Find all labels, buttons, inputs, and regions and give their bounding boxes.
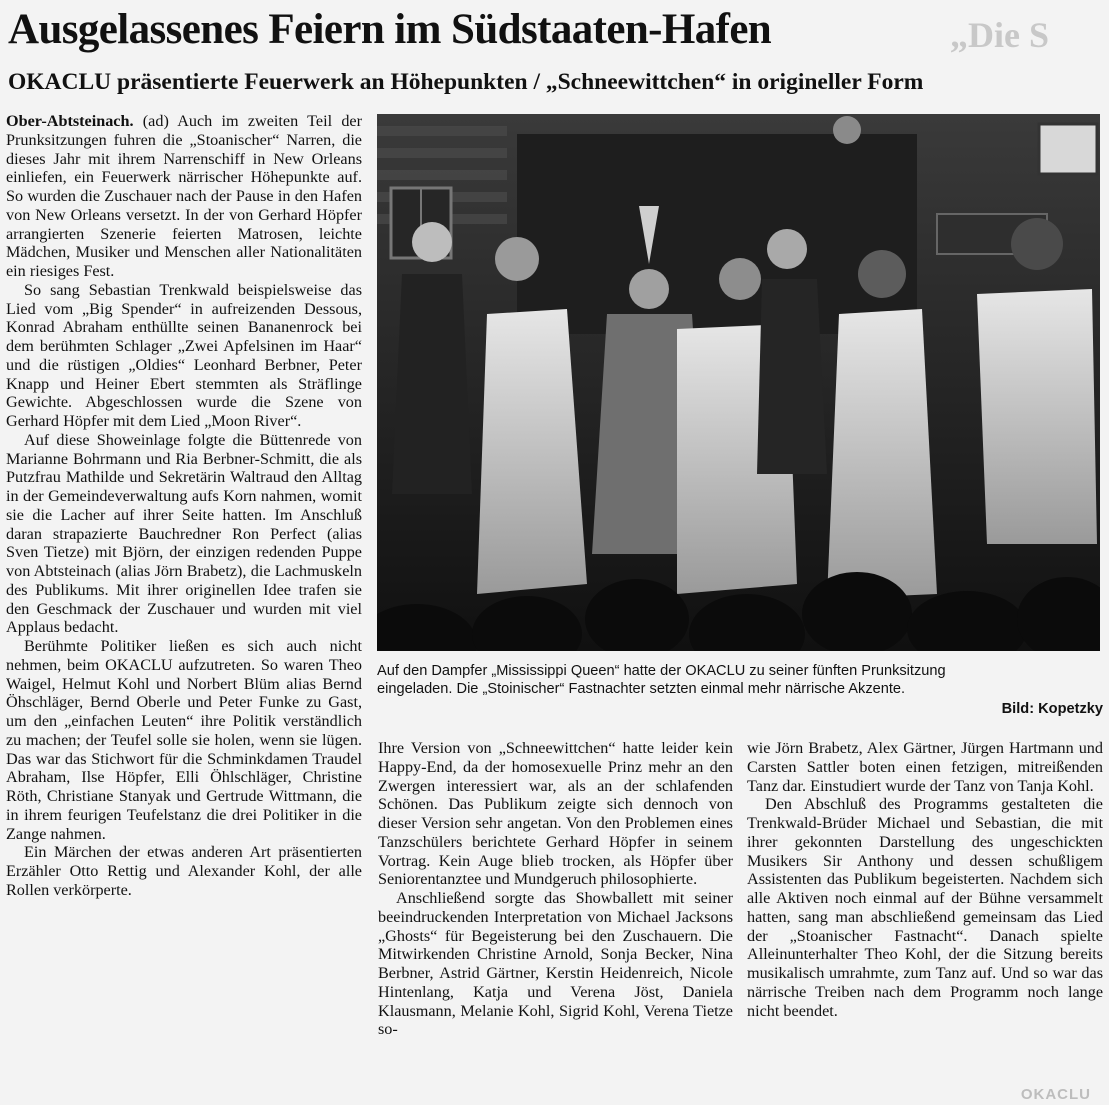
caption-line: Auf den Dampfer „Mississippi Queen“ hatte der OKACLU zu seiner fünften Prunksitzung <box>377 663 946 679</box>
paragraph: So sang Sebastian Trenkwald beispielsweise das Lied vom „Big Spender“ in aufreizenden Dessous, Konrad Abraham enthüllte seinen Bananenrock bei dem berühmten Schlager „Zwei Apfelsinen im Haar“ und die rüstigen „Oldies“ Leonhard Berbner, Peter Knapp und Heiner Ebert stemmten als Sträflinge Gewichte. Abgeschlossen wurde die Szene von Gerhard Höpfer mit dem Lied „Moon River“. <box>6 280 362 430</box>
headline: Ausgelassenes Feiern im Südstaaten-Hafen <box>8 6 772 53</box>
photo-credit: Bild: Kopetzky <box>1001 701 1103 717</box>
paragraph: Auf diese Showeinlage folgte die Büttenrede von Marianne Bohrmann und Ria Berbner-Schmitt, die als Putzfrau Mathilde und Sekretärin Waltraud den Alltag in der Gemeindeverwaltung aufs Korn nahmen, womit sie die Lacher auf ihrer Seite hatten. Im Anschluß daran strapazierte Bauchredner Ron Perfect (alias Sven Tietze) mit Björn, der einzigen redenden Puppe von Abtsteinach (alias Jörn Brabetz), die Lachmuskeln des Publikums. Mit ihrer originellen Idee trafen sie den Geschmack der Zuschauer und wurden mit viel Applaus bedacht. <box>6 430 362 637</box>
paragraph: Anschließend sorgte das Showballett mit seiner beeindruckenden Interpretation von Michael Jacksons „Ghosts“ für Begeisterung bei den Zuschauern. Die Mitwirkenden Christine Arnold, Sonja Becker, Nina Berbner, Astrid Gärtner, Kerstin Heidenreich, Nicole Hintenlang, Katja und Verena Jöst, Daniela Klausmann, Melanie Kohl, Sigrid Kohl, Verena Tietze so- <box>378 889 733 1039</box>
text-column-middle <box>378 739 733 1039</box>
text-column-left <box>6 112 362 900</box>
subheadline: OKACLU präsentierte Feuerwerk an Höhepunkten / „Schneewittchen“ in origineller Form <box>8 69 924 95</box>
stage-photo-illustration <box>377 114 1100 651</box>
paragraph: Ober-Abtsteinach. (ad) Auch im zweiten Teil der Prunksitzungen fuhren die „Stoanischer“ Narren, die dieses Jahr mit ihrem Narrenschiff in New Orleans einliefen, ein Feuerwerk närrischer Höhepunkte auf. So wurden die Zuschauer nach der Pause in den Hafen von New Orleans versetzt. In der von Gerhard Höpfer arrangierten Szenerie feierten Matrosen, leichte Mädchen, Musiker und Menschen aller Nationalitäten ein riesiges Fest. <box>6 112 362 280</box>
photo-caption <box>377 662 1105 698</box>
paragraph: Den Abschluß des Programms gestalteten die Trenkwald-Brüder Michael und Sebastian, die mit ihrer gekonnten Darstellung des ungeschickten Musikers Sir Anthony und dessen schußligem Assistenten das Publikum begeisterten. Nachdem sich alle Aktiven noch einmal auf der Bühne versammelt hatten, sang man abschließend gemeinsam das Lied der „Stoanischer Fastnacht“. Danach spielte Alleinunterhalter Theo Kohl, der die Sitzung bereits musikalisch umrahmte, zum Tanz auf. Und so war das närrische Treiben nach dem Programm noch lange nicht beendet. <box>747 795 1103 1020</box>
paragraph: Ein Märchen der etwas anderen Art präsentierten Erzähler Otto Rettig und Alexander Kohl, der alle Rollen verkörperte. <box>6 843 362 899</box>
text-column-right <box>747 739 1103 1020</box>
watermark: OKACLU <box>1020 1086 1091 1103</box>
paragraph: Ihre Version von „Schneewittchen“ hatte leider kein Happy-End, da der homosexuelle Prinz mehr an den Zwergen interessiert war, als an der schlafenden Schönen. Das Publikum zeigte sich dennoch von dieser Version sehr angetan. Von den Problemen eines Tanzschülers berichtete Gerhard Höpfer in seinem Vortrag. Kein Auge blieb trocken, als Höpfer über Seniorentanztee und Mundgeruch philosophierte. <box>378 739 733 889</box>
stage-photo <box>377 114 1100 651</box>
dateline: Ober-Abtsteinach. <box>6 112 134 130</box>
paragraph: Berühmte Politiker ließen es sich auch nicht nehmen, beim OKACLU aufzutreten. So waren Theo Waigel, Helmut Kohl und Norbert Blüm alias Bernd Öhschläger, Bernd Oberle und Peter Funke zu Gast, um den „einfachen Leuten“ ihre Politik verständlich zu machen; der Teufel solle sie holen, wenn sie lügen. Das war das Stichwort für die Schminkdamen Traudel Abraham, Ilse Höpfer, Elli Öhlschläger, Christine Röth, Christiane Stanyak und Gertrude Wittmann, die in ihrem feurigen Teufelstanz die drei Politiker in die Zange nahmen. <box>6 637 362 843</box>
bleed-through-headline: „Die S <box>950 15 1049 55</box>
paragraph: wie Jörn Brabetz, Alex Gärtner, Jürgen Hartmann und Carsten Sattler boten einen fetzigen, mitreißenden Tanz dar. Einstudiert wurde der Tanz von Tanja Kohl. <box>747 739 1103 795</box>
caption-line: eingeladen. Die „Stoinischer“ Fastnachter setzten einmal mehr närrische Akzente. <box>377 681 906 697</box>
